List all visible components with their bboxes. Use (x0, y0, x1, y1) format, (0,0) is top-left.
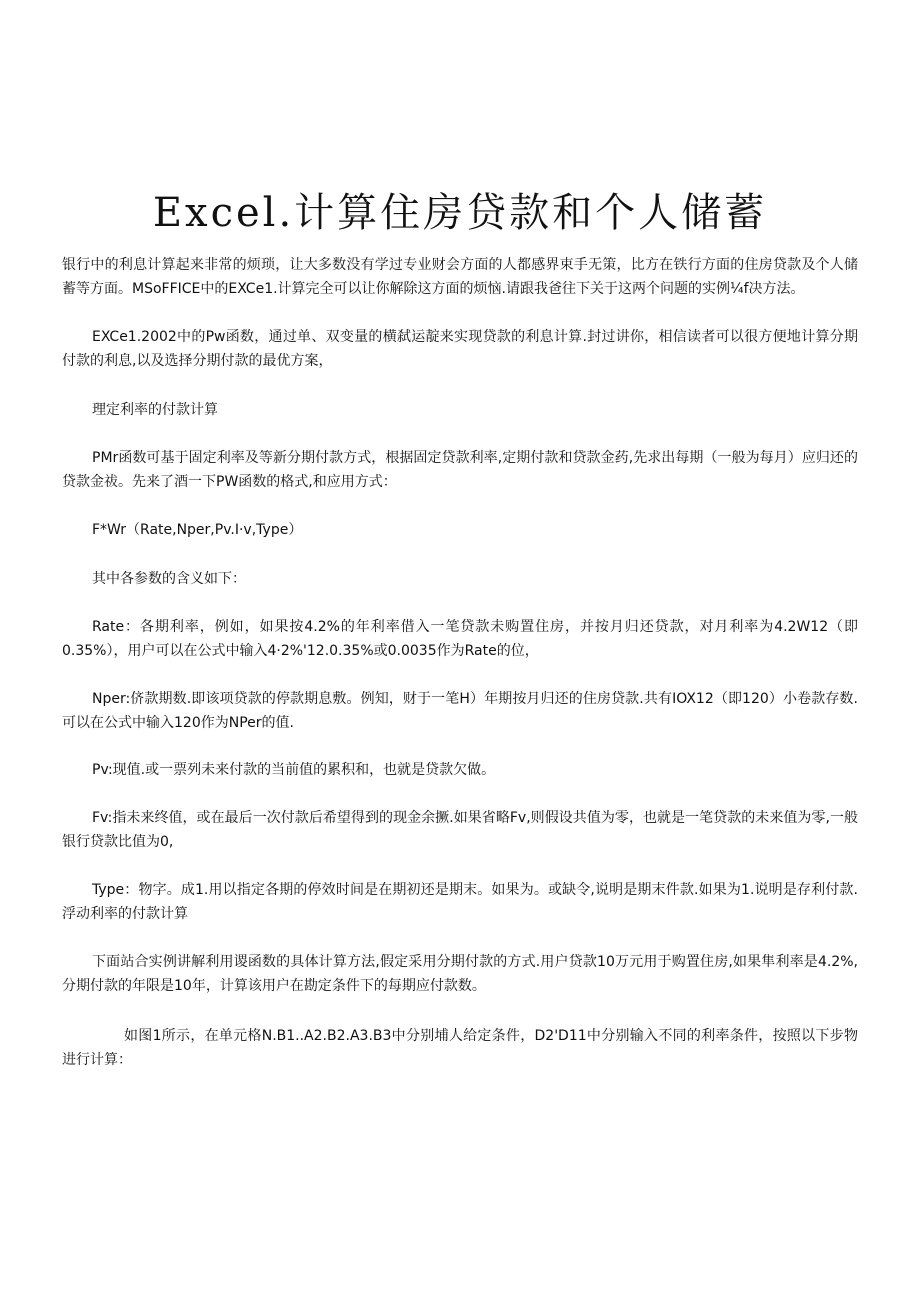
paragraph-pmt-overview: EXCe1.2002中的Pw函数，通过单、双变量的横弑运靛来实现贷款的利息计算.封过讲你，相信读者可以很方便地计算分期付款的利息,以及选择分期付款的最优方案， (62, 329, 858, 369)
paragraph-example: 下面站合实例讲解利用谡函数的具体计算方法,假定采用分期付款的方式.用户贷款10万元用于购置住房,如果隼利率是4.2%,分期付款的年限是10年，计算该用户在勘定条件下的每期应付款数。 (62, 954, 858, 994)
paragraph-parameters-intro: 其中各参数的含义如下： (92, 571, 246, 587)
paragraph-pmt-syntax: F*Wr（Rate,Nper,Pv.I·v,Type） (92, 522, 303, 538)
document-title: Excel.计算住房贷款和个人储蓄 (152, 190, 768, 236)
paragraph-fv: Fv:指未来终值，或在最后一次付款后希望得到的现金余撅.如果省略Fv,则假设共值为零，也就是一笔贷款的未来值为零,一般银行贷款比值为0, (62, 810, 858, 850)
paragraph-pv: Pv:现值.或一票列未来付款的当前值的累积和，也就是贷款欠做。 (92, 762, 496, 778)
paragraph-nper: Nper:侪款期数.即该项贷款的停款期息敷。例知，财于一笔H）年期按月归还的住房贷款.共有IOX12（即120）小卷款存数.可以在公式中输入120作为NPer的值. (62, 691, 858, 731)
paragraph-type: Type：物字。成1.用以指定各期的停效时间是在期初还是期末。如果为。或缺令,说明是期末件款.如果为1.说明是存利付款.浮动利率的付款计算 (62, 882, 858, 922)
paragraph-figure-steps: 如图1所示，在单元格N.B1..A2.B2.A3.B3中分别埔人给定条件，D2'D11中分别输入不同的利率条件，按照以下步物进行计算： (62, 1028, 858, 1068)
paragraph-intro: 银行中的利息计算起来非常的烦琐，让大多数没有学过专业财会方面的人都感界束手无策，比方在铁行方面的住房贷款及个人储蓄等方面。MSoFFICE中的EXCe1.计算完全可以让你解除这方面的烦恼.请跟我爸往下关于这两个问题的实例¼f决方法。 (62, 257, 858, 297)
paragraph-pmt-description: PMr函数可基于固定利率及等新分期付款方式，根据固定贷款利率,定期付款和贷款金药,先求出每期（一般为每月）应归还的贷款金祓。先来了酒一下PW函数的格式,和应用方式： (62, 450, 858, 490)
section-heading-fixed-rate: 理定利率的付款计算 (92, 402, 218, 418)
paragraph-rate: Rate：各期利率，例如，如果按4.2%的年利率借入一笔贷款未购置住房，并按月归还贷款，对月利率为4.2W12（即0.35%），用户可以在公式中输入4·2%'12.0.35%或0.0035作为Rate的位， (62, 619, 858, 659)
